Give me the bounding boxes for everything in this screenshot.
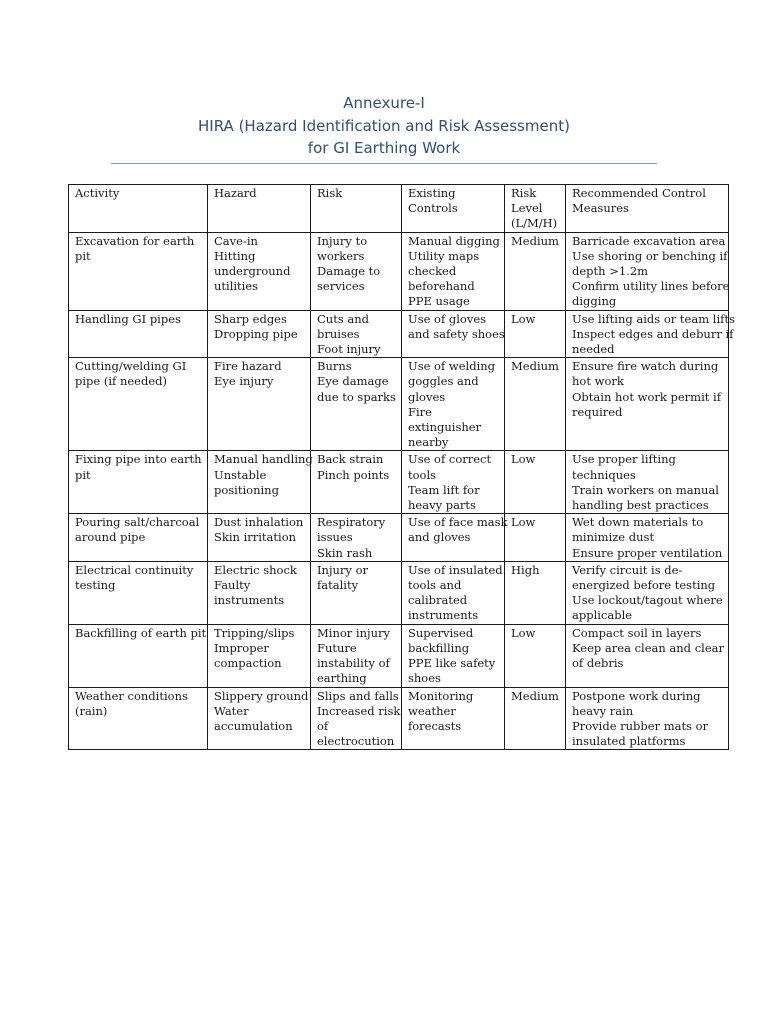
- cell-recommended-control-measures: [566, 624, 729, 687]
- cell-line: Utility maps: [408, 248, 480, 263]
- cell-line: Foot injury: [317, 342, 381, 357]
- cell-line: heavy parts: [408, 498, 476, 513]
- cell-line: Fire hazard: [214, 359, 282, 374]
- cell-line: (L/M/H): [511, 216, 558, 231]
- cell-line: Pinch points: [317, 467, 390, 482]
- cell-line: Use of face mask: [408, 515, 508, 530]
- cell-line: Fire: [408, 404, 432, 419]
- cell-line: services: [317, 279, 365, 294]
- cell-risk-level: [505, 358, 566, 451]
- cell-line: bruises: [317, 326, 360, 341]
- table-row: [69, 310, 729, 358]
- cell-line: Weather conditions: [75, 688, 188, 703]
- cell-line: Medium: [511, 359, 559, 374]
- cell-hazard: [208, 232, 311, 310]
- cell-line: minimize dust: [572, 530, 655, 545]
- cell-line: Hazard: [214, 186, 257, 200]
- cell-line: of: [317, 718, 329, 733]
- cell-existing-controls: [402, 451, 505, 514]
- cell-line: Water: [214, 703, 249, 718]
- cell-line: heavy rain: [572, 703, 634, 718]
- cell-activity: [69, 624, 208, 687]
- cell-line: Level: [511, 201, 543, 216]
- cell-line: Provide rubber mats or: [572, 718, 709, 733]
- cell-existing-controls: [402, 232, 505, 310]
- cell-line: (rain): [75, 703, 108, 718]
- cell-line: Measures: [572, 201, 629, 216]
- cell-line: Improper: [214, 640, 269, 655]
- cell-line: checked: [408, 264, 457, 279]
- cell-existing-controls: [402, 514, 508, 562]
- cell-line: Keep area clean and clear: [572, 640, 724, 655]
- cell-line: insulated platforms: [572, 734, 686, 749]
- cell-line: Cave-in: [214, 233, 258, 248]
- cell-risk-level: [505, 451, 566, 514]
- hira-table: [68, 184, 735, 750]
- cell-line: utilities: [214, 279, 259, 294]
- cell-risk: [311, 232, 402, 310]
- cell-line: Dust inhalation: [214, 515, 304, 530]
- cell-existing-controls: [402, 310, 505, 358]
- header-activity: [69, 185, 208, 233]
- cell-line: Pouring salt/charcoal: [75, 515, 200, 530]
- cell-hazard: [208, 451, 311, 514]
- cell-line: Back strain: [317, 452, 384, 467]
- cell-line: needed: [572, 342, 615, 357]
- cell-line: nearby: [408, 435, 449, 450]
- cell-line: Use of correct: [408, 452, 492, 467]
- cell-existing-controls: [402, 358, 505, 451]
- cell-line: beforehand: [408, 279, 475, 294]
- title-line-hira: HIRA (Hazard Identification and Risk Assessment): [198, 116, 570, 135]
- cell-line: Manual digging: [408, 233, 500, 248]
- cell-line: techniques: [572, 467, 636, 482]
- cell-line: Obtain hot work permit if: [572, 389, 721, 404]
- header-hazard: [208, 185, 311, 233]
- cell-line: Low: [511, 515, 536, 530]
- cell-line: Compact soil in layers: [572, 625, 702, 640]
- cell-line: Use of welding: [408, 359, 496, 374]
- cell-line: around pipe: [75, 530, 146, 545]
- cell-line: tools: [408, 467, 437, 482]
- header-row: [69, 185, 729, 233]
- cell-line: Postpone work during: [572, 688, 701, 703]
- cell-line: weather: [408, 703, 456, 718]
- cell-line: accumulation: [214, 718, 293, 733]
- table-row: [69, 514, 729, 562]
- cell-line: Train workers on manual: [572, 482, 719, 497]
- cell-risk-level: [505, 232, 566, 310]
- cell-line: goggles and: [408, 374, 479, 389]
- cell-risk-level: [505, 561, 566, 624]
- cell-line: Slippery ground: [214, 688, 309, 703]
- cell-hazard: [208, 358, 311, 451]
- cell-line: issues: [317, 530, 353, 545]
- cell-line: Unstable: [214, 467, 267, 482]
- cell-activity: [69, 451, 208, 514]
- cell-line: Verify circuit is de-: [572, 562, 683, 577]
- cell-line: Activity: [75, 186, 120, 200]
- cell-risk: [311, 561, 402, 624]
- cell-line: Dropping pipe: [214, 326, 298, 341]
- cell-line: Tripping/slips: [214, 625, 295, 640]
- cell-line: Increased risk: [317, 703, 401, 718]
- cell-recommended-control-measures: [566, 232, 729, 310]
- cell-existing-controls: [402, 687, 505, 750]
- header-recommended-control-measures: [566, 185, 729, 233]
- cell-line: Medium: [511, 233, 559, 248]
- cell-line: Eye injury: [214, 374, 274, 389]
- cell-line: Use shoring or benching if: [572, 248, 728, 263]
- cell-line: fatality: [317, 578, 359, 593]
- cell-line: Damage to: [317, 264, 381, 279]
- cell-line: Use of gloves: [408, 311, 487, 326]
- cell-line: Hitting: [214, 248, 256, 263]
- cell-line: Handling GI pipes: [75, 311, 181, 326]
- cell-line: PPE usage: [408, 294, 470, 309]
- cell-line: underground: [214, 264, 291, 279]
- cell-line: handling best practices: [572, 498, 709, 513]
- cell-risk-level: [505, 624, 566, 687]
- cell-line: Excavation for earth: [75, 233, 195, 248]
- cell-existing-controls: [402, 561, 505, 624]
- cell-line: Electrical continuity: [75, 562, 194, 577]
- cell-line: Cutting/welding GI: [75, 359, 187, 374]
- cell-recommended-control-measures: [566, 687, 729, 750]
- cell-line: backfilling: [408, 640, 470, 655]
- cell-line: Confirm utility lines before: [572, 279, 730, 294]
- cell-line: Eye damage: [317, 374, 389, 389]
- cell-line: instability of: [317, 656, 390, 671]
- cell-line: Use proper lifting: [572, 452, 676, 467]
- header-risk-level: [505, 185, 566, 233]
- header-risk: [311, 185, 402, 233]
- cell-line: due to sparks: [317, 389, 396, 404]
- cell-line: Use lockout/tagout where: [572, 593, 723, 608]
- title-divider: [111, 163, 657, 164]
- cell-line: High: [511, 562, 540, 577]
- header-existing-controls: [402, 185, 505, 233]
- cell-line: Burns: [317, 359, 352, 374]
- cell-line: Slips and falls: [317, 688, 399, 703]
- cell-recommended-control-measures: [566, 451, 729, 514]
- cell-line: pipe (if needed): [75, 374, 167, 389]
- cell-line: Respiratory: [317, 515, 386, 530]
- cell-line: tools and: [408, 578, 462, 593]
- cell-line: PPE like safety: [408, 656, 496, 671]
- cell-line: Wet down materials to: [572, 515, 704, 530]
- table-row: [69, 358, 729, 451]
- cell-line: Injury to: [317, 233, 368, 248]
- cell-risk: [311, 451, 402, 514]
- cell-line: Supervised: [408, 625, 474, 640]
- cell-line: Risk: [511, 186, 537, 200]
- cell-line: compaction: [214, 656, 282, 671]
- cell-recommended-control-measures: [566, 561, 729, 624]
- cell-risk: [311, 358, 402, 451]
- title-line-subject: for GI Earthing Work: [307, 139, 461, 157]
- cell-line: and safety shoes: [408, 326, 505, 341]
- table-row: [69, 451, 729, 514]
- cell-line: Skin irritation: [214, 530, 297, 545]
- cell-line: electrocution: [317, 734, 395, 749]
- cell-hazard: [208, 561, 311, 624]
- cell-line: shoes: [408, 671, 441, 686]
- cell-risk-level: [505, 310, 566, 358]
- cell-line: Manual handling: [214, 452, 313, 467]
- cell-line: Use of insulated: [408, 562, 503, 577]
- cell-line: earthing: [317, 671, 367, 686]
- cell-line: energized before testing: [572, 578, 716, 593]
- cell-line: hot work: [572, 374, 624, 389]
- table-row: [69, 232, 729, 310]
- cell-line: of debris: [572, 656, 624, 671]
- cell-activity: [69, 687, 208, 750]
- cell-line: pit: [75, 467, 91, 482]
- cell-line: Low: [511, 311, 536, 326]
- cell-risk: [311, 624, 402, 687]
- cell-line: Ensure proper ventilation: [572, 545, 723, 560]
- cell-hazard: [208, 310, 311, 358]
- cell-line: instruments: [408, 608, 479, 623]
- cell-risk: [311, 687, 402, 750]
- table-row: [69, 624, 729, 687]
- cell-line: Injury or: [317, 562, 368, 577]
- cell-line: gloves: [408, 389, 446, 404]
- cell-line: Ensure fire watch during: [572, 359, 719, 374]
- cell-line: Electric shock: [214, 562, 297, 577]
- cell-line: testing: [75, 578, 116, 593]
- cell-line: Barricade excavation area: [572, 233, 726, 248]
- cell-hazard: [208, 624, 311, 687]
- cell-line: applicable: [572, 608, 633, 623]
- cell-line: Skin rash: [317, 545, 373, 560]
- cell-recommended-control-measures: [566, 358, 729, 451]
- cell-line: calibrated: [408, 593, 468, 608]
- cell-line: Cuts and: [317, 311, 370, 326]
- cell-line: Low: [511, 452, 536, 467]
- cell-line: Backfilling of earth pit: [75, 625, 207, 640]
- cell-line: extinguisher: [408, 420, 482, 435]
- cell-line: required: [572, 404, 623, 419]
- cell-line: Minor injury: [317, 625, 390, 640]
- table-row: [69, 687, 729, 750]
- cell-line: forecasts: [408, 718, 462, 733]
- cell-line: digging: [572, 294, 617, 309]
- cell-line: depth >1.2m: [572, 264, 649, 279]
- cell-risk: [311, 310, 402, 358]
- cell-line: Future: [317, 640, 357, 655]
- cell-line: positioning: [214, 482, 279, 497]
- cell-line: Faulty: [214, 578, 251, 593]
- cell-recommended-control-measures: [566, 310, 735, 358]
- cell-line: pit: [75, 248, 91, 263]
- cell-line: instruments: [214, 593, 285, 608]
- cell-line: Team lift for: [408, 482, 480, 497]
- cell-risk-level: [505, 514, 566, 562]
- cell-activity: [69, 514, 208, 562]
- cell-line: Risk: [317, 186, 343, 200]
- cell-risk-level: [505, 687, 566, 750]
- cell-risk: [311, 514, 402, 562]
- cell-line: Monitoring: [408, 688, 474, 703]
- cell-line: Fixing pipe into earth: [75, 452, 202, 467]
- cell-activity: [69, 358, 208, 451]
- cell-line: Recommended Control: [572, 186, 706, 200]
- title-line-annexure: Annexure-I: [343, 94, 425, 112]
- cell-line: Low: [511, 625, 536, 640]
- cell-activity: [69, 310, 208, 358]
- cell-line: Controls: [408, 201, 458, 216]
- cell-line: Sharp edges: [214, 311, 287, 326]
- table-row: [69, 561, 729, 624]
- cell-line: Existing: [408, 186, 456, 200]
- cell-hazard: [208, 514, 311, 562]
- cell-recommended-control-measures: [566, 514, 729, 562]
- cell-hazard: [208, 687, 311, 750]
- cell-line: and gloves: [408, 530, 471, 545]
- document-title: [0, 92, 768, 160]
- cell-line: Inspect edges and deburr if: [572, 326, 734, 341]
- cell-line: workers: [317, 248, 365, 263]
- cell-activity: [69, 232, 208, 310]
- cell-existing-controls: [402, 624, 505, 687]
- cell-line: Medium: [511, 688, 559, 703]
- cell-activity: [69, 561, 208, 624]
- cell-line: Use lifting aids or team lifts: [572, 311, 735, 326]
